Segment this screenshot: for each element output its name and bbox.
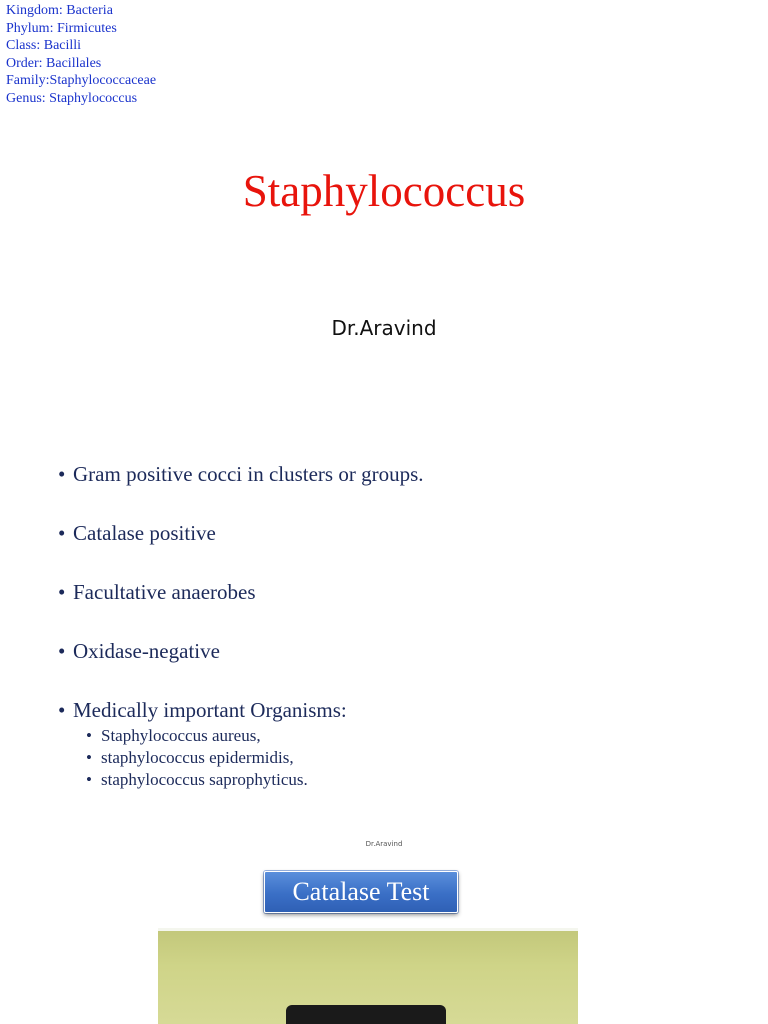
bullet-text: Gram positive cocci in clusters or groups. xyxy=(73,462,424,486)
bullet-marker: • xyxy=(58,462,66,486)
bullet-text: Medically important Organisms: xyxy=(73,698,347,722)
author-name: Dr.Aravind xyxy=(331,316,437,340)
taxonomy-order: Order: Bacillales xyxy=(6,55,102,71)
glass-slide-object xyxy=(286,1005,446,1024)
bullet-item xyxy=(58,459,424,489)
bullet-marker: • xyxy=(86,726,92,745)
bullet-item xyxy=(58,695,424,791)
taxonomy-list xyxy=(6,2,156,107)
sub-bullet-text: staphylococcus saprophyticus. xyxy=(101,770,308,789)
taxonomy-kingdom: Kingdom: Bacteria xyxy=(6,3,113,18)
catalase-test-button[interactable]: Catalase Test xyxy=(264,871,458,913)
bullet-item xyxy=(58,518,424,548)
taxonomy-phylum: Phylum: Firmicutes xyxy=(6,20,117,36)
bullet-marker: • xyxy=(58,521,66,545)
taxonomy-genus: Genus: Staphylococcus xyxy=(6,90,138,106)
bullet-marker: • xyxy=(58,580,66,604)
bullet-list xyxy=(58,459,424,791)
bullet-marker: • xyxy=(58,639,66,663)
sub-bullet-text: Staphylococcus aureus, xyxy=(101,726,261,745)
bullet-marker: • xyxy=(86,748,92,767)
bullet-text: Facultative anaerobes xyxy=(73,580,256,604)
taxonomy-family: Family:Staphylococcaceae xyxy=(6,73,157,88)
photo-top-edge xyxy=(158,928,578,931)
bullet-marker: • xyxy=(58,698,66,722)
sub-bullet-list xyxy=(58,725,424,791)
sub-bullet-item xyxy=(86,725,424,747)
bullet-item xyxy=(58,636,424,666)
sub-bullet-item xyxy=(86,747,424,769)
bullet-marker: • xyxy=(86,770,92,789)
bullet-text: Oxidase-negative xyxy=(73,639,220,663)
sub-bullet-text: staphylococcus epidermidis, xyxy=(101,748,294,767)
bullet-text: Catalase positive xyxy=(73,521,216,545)
slide-footer: Dr.Aravind xyxy=(365,840,403,848)
bullet-item xyxy=(58,577,424,607)
sub-bullet-item xyxy=(86,769,424,791)
catalase-photo xyxy=(158,928,578,1024)
page-title: Staphylococcus xyxy=(242,166,526,216)
taxonomy-class: Class: Bacilli xyxy=(6,38,82,53)
